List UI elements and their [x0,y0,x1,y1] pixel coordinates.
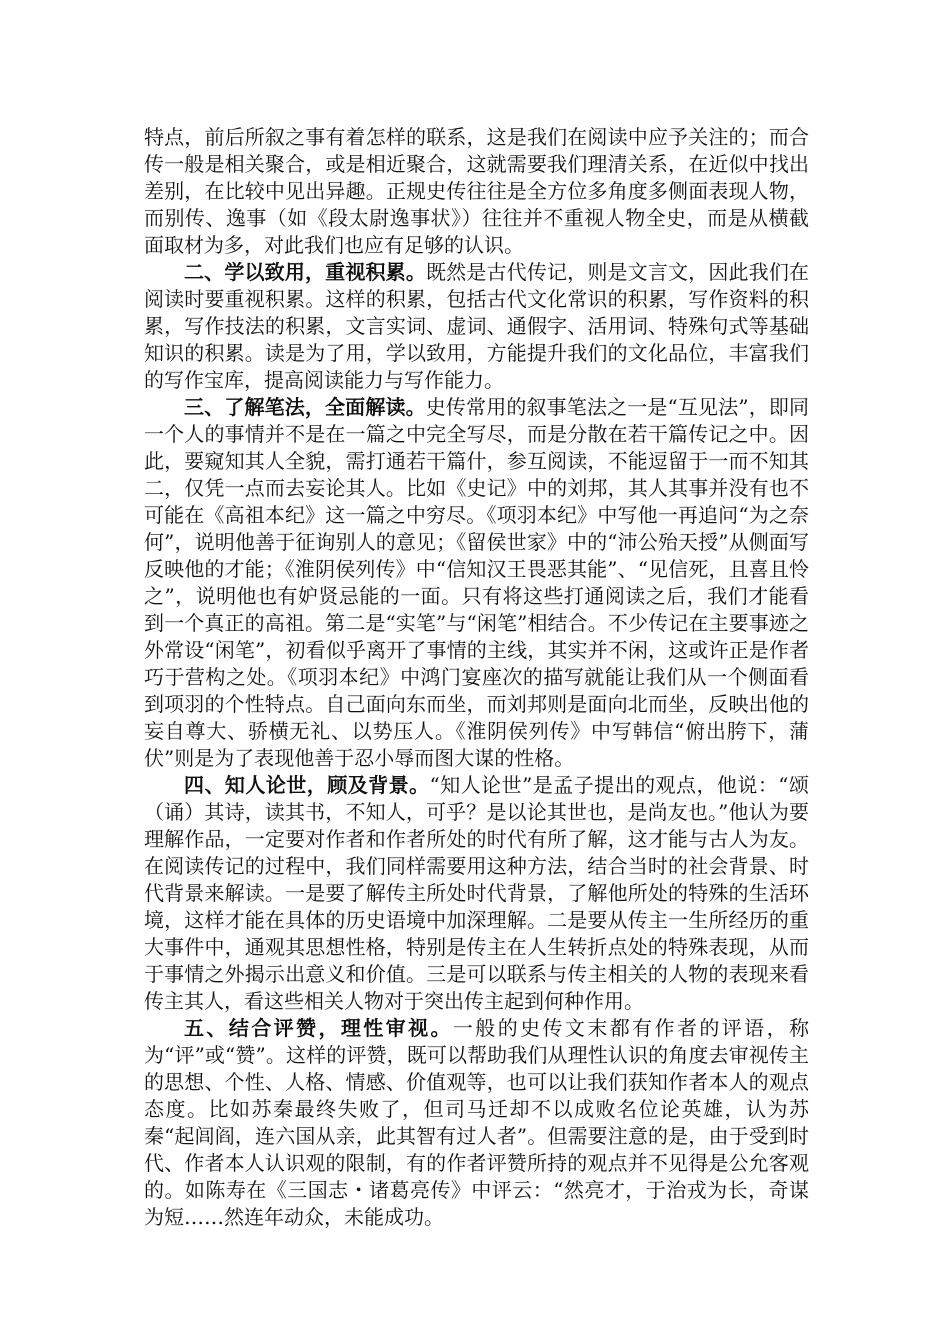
paragraph-continuation [144,124,809,259]
paragraph-section-4 [144,772,809,1015]
paragraph-text: 史传常用的叙事笔法之一是“互见法”，即同一个人的事情并不是在一篇之中完全写尽，而是分散在若干篇传记之中。因此，要窥知其人全貌，需打通若干篇什，参互阅读，不能逗留于一而不知其二，仅凭一点而去妄论其人。比如《史记》中的刘邦，其人其事并没有也不可能在《高祖本纪》这一篇之中穷尽。《项羽本纪》中写他一再追问“为之奈何”，说明他善于征询别人的意见；《留侯世家》中的“沛公殆天授”从侧面写反映他的才能；《淮阴侯列传》中“信知汉王畏恶其能”、“见信死，且喜且怜之”，说明他也有妒贤忌能的一面。只有将这些打通阅读之后，我们才能看到一个真正的高祖。第二是“实笔”与“闲笔”相结合。不少传记在主要事迹之外常设“闲笔”，初看似乎离开了事情的主线，其实并不闲，这或许正是作者巧于营构之处。《项羽本纪》中鸿门宴座次的描写就能让我们从一个侧面看到项羽的个性特点。自己面向东而坐，而刘邦则是面向北而坐，反映出他的妄自尊大、骄横无礼、以势压人。《淮阴侯列传》中写韩信“俯出胯下，蒲伏”则是为了表现他善于忍小辱而图大谋的性格。 [144,395,810,770]
paragraph-text: 既然是古代传记，则是文言文，因此我们在阅读时要重视积累。这样的积累，包括古代文化常识的积累，写作资料的积累，写作技法的积累，文言实词、虚词、通假字、活用词、特殊句式等基础知识的积累。读是为了用，学以致用，方能提升我们的文化品位，丰富我们的写作宝库，提高阅读能力与写作能力。 [144,260,809,392]
paragraph-text: 特点，前后所叙之事有着怎样的联系，这是我们在阅读中应予关注的；而合传一般是相关聚合，或是相近聚合，这就需要我们理清关系，在近似中找出差别，在比较中见出异趣。正规史传往往是全方位多角度多侧面表现人物，而别传、逸事（如《段太尉逸事状》）往往并不重视人物全史，而是从横截面取材为多，对此我们也应有足够的认识。 [144,125,809,257]
section-heading: 五、结合评赞，理性审视。 [184,1016,453,1040]
section-heading: 三、了解笔法，全面解读。 [184,395,426,419]
section-heading: 四、知人论世，顾及背景。 [184,773,430,797]
article-body [144,124,809,1231]
paragraph-text: 一般的史传文末都有作者的评语，称为“评”或“赞”。这样的评赞，既可以帮助我们从理性认识的角度去审视传主的思想、个性、人格、情感、价值观等，也可以让我们获知作者本人的观点态度。比如苏秦最终失败了，但司马迁却不以成败名位论英雄，认为苏秦“起闾阎，连六国从亲，此其智有过人者”。但需要注意的是，由于受到时代、作者本人认识观的限制，有的作者评赞所持的观点并不见得是公允客观的。如陈寿在《三国志・诸葛亮传》中评云：“然亮才，于治戎为长，奇谋为短……然连年动众，未能成功。 [144,1016,810,1229]
paragraph-section-2 [144,259,809,394]
paragraph-section-5 [144,1015,809,1231]
section-heading: 二、学以致用，重视积累。 [184,260,426,284]
paragraph-text: “知人论世”是孟子提出的观点，他说：“颂（诵）其诗，读其书，不知人，可乎？是以论其世也，是尚友也。”他认为要理解作品，一定要对作者和作者所处的时代有所了解，这才能与古人为友。在阅读传记的过程中，我们同样需要用这种方法，结合当时的社会背景、时代背景来解读。一是要了解传主所处时代背景，了解他所处的特殊的生活环境，这样才能在具体的历史语境中加深理解。二是要从传主一生所经历的重大事件中，通观其思想性格，特别是传主在人生转折点处的特殊表现，从而于事情之外揭示出意义和价值。三是可以联系与传主相关的人物的表现来看传主其人，看这些相关人物对于突出传主起到何种作用。 [144,773,809,1013]
paragraph-section-3 [144,394,809,772]
